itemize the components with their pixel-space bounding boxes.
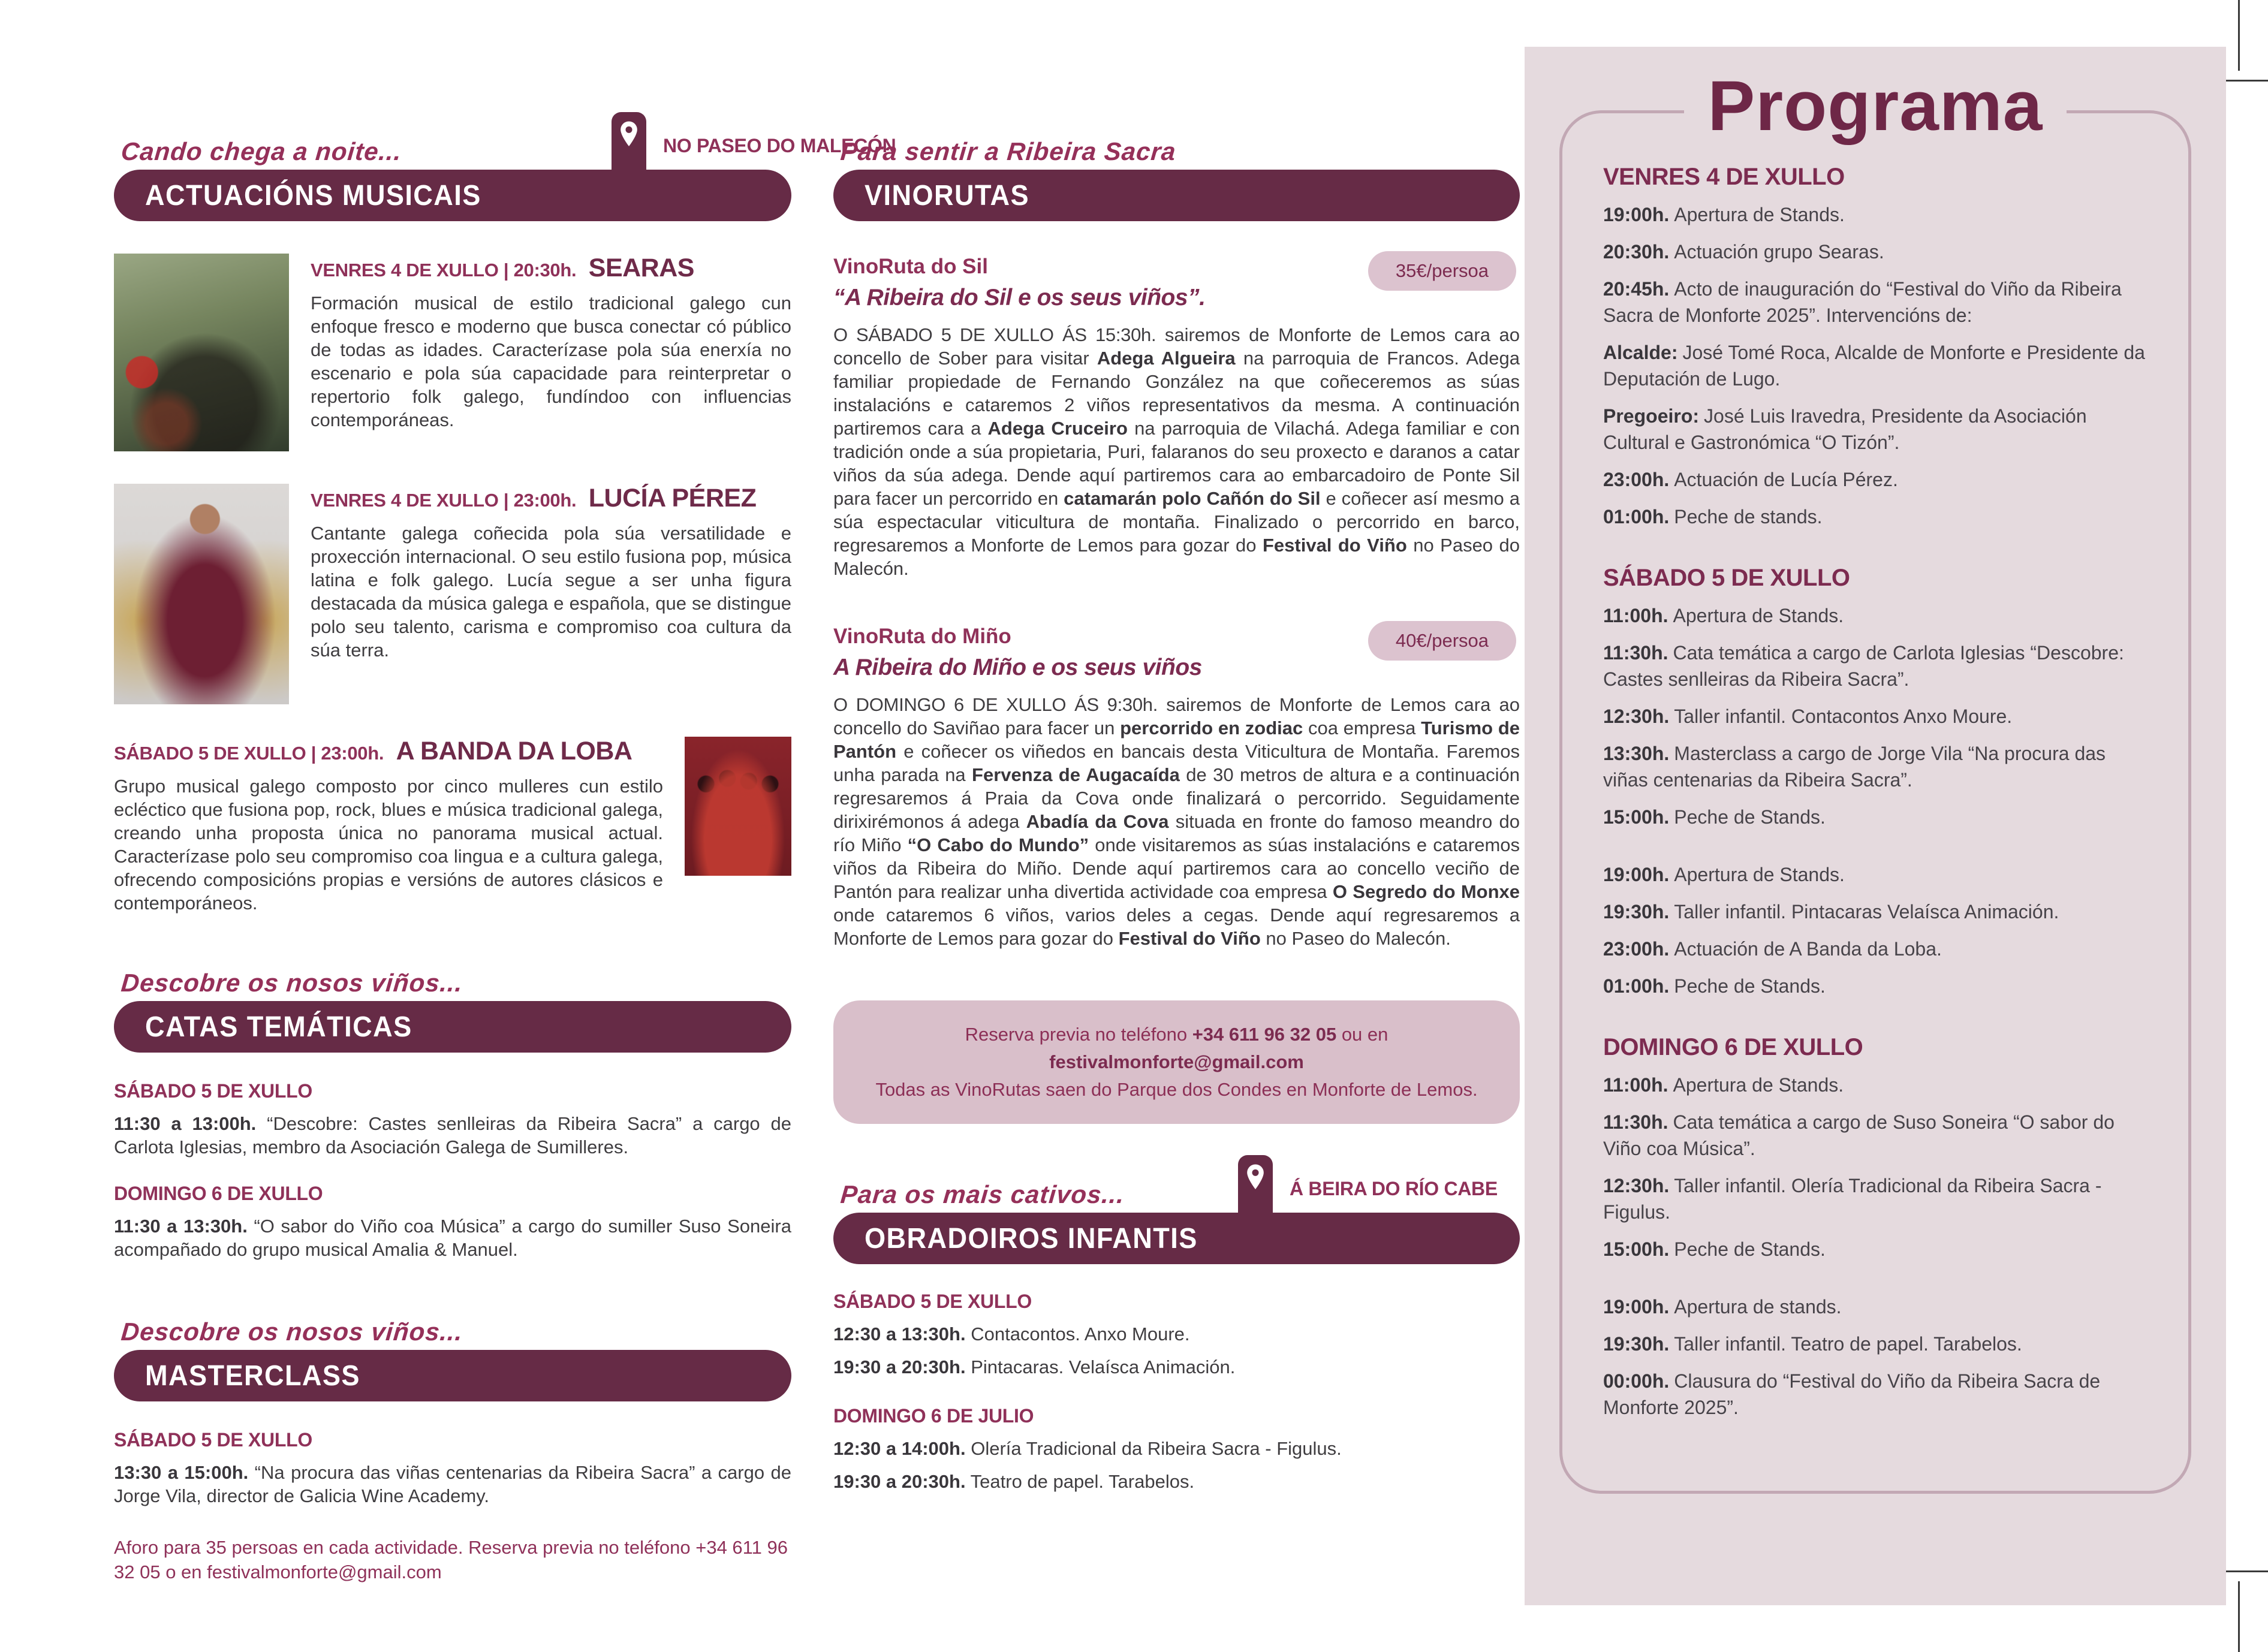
item-time: 19:00h. bbox=[1603, 204, 1670, 225]
obradoiros-item bbox=[833, 1322, 1520, 1346]
program-item bbox=[1603, 339, 2147, 392]
item-time: 19:00h. bbox=[1603, 864, 1670, 885]
program-day-friday bbox=[1603, 164, 2147, 530]
program-item bbox=[1603, 1331, 2147, 1357]
item-text: Peche de Stands. bbox=[1674, 806, 1826, 828]
item-text: Actuación de A Banda da Loba. bbox=[1674, 938, 1942, 960]
item-time: 12:30 a 13:30h. bbox=[833, 1324, 966, 1344]
program-item bbox=[1603, 201, 2147, 228]
catas-section-title: CATAS TEMÁTICAS bbox=[145, 1011, 412, 1043]
program-item bbox=[1603, 466, 2147, 493]
program-day-title: DOMINGO 6 DE XULLO bbox=[1603, 1034, 1863, 1060]
item-text: Contacontos. Anxo Moure. bbox=[965, 1324, 1190, 1344]
location-pin-icon bbox=[1244, 1163, 1267, 1191]
obradoiros-day-saturday bbox=[833, 1291, 1520, 1379]
reservation-email: festivalmonforte@gmail.com bbox=[1049, 1051, 1304, 1072]
vinoruta-mino bbox=[833, 625, 1520, 950]
lucia-perez-photo bbox=[114, 484, 289, 704]
musicais-location-label: NO PASEO DO MALECÓN bbox=[663, 135, 896, 156]
item-text: Apertura de Stands. bbox=[1673, 605, 1844, 626]
item-text: Taller infantil. Olería Tradicional da Ribeira Sacra - Figulus. bbox=[1603, 1175, 2102, 1223]
musicais-section-title: ACTUACIÓNS MUSICAIS bbox=[145, 179, 481, 212]
item-time: 23:00h. bbox=[1603, 938, 1670, 960]
reservation-departure-note: Todas as VinoRutas saen do Parque dos Condes en Monforte de Lemos. bbox=[875, 1079, 1478, 1100]
program-item bbox=[1603, 740, 2147, 793]
item-text: Peche de Stands. bbox=[1674, 1238, 1826, 1260]
route-subtitle: “A Ribeira do Sil e os seus viños”. bbox=[833, 285, 1206, 310]
item-time: 20:45h. bbox=[1603, 278, 1670, 300]
program-item bbox=[1603, 640, 2147, 692]
item-time: 11:00h. bbox=[1603, 1074, 1668, 1096]
program-item bbox=[1603, 1172, 2147, 1225]
item-text: Clausura do “Festival do Viño da Ribeira Sacra de Monforte 2025”. bbox=[1603, 1370, 2101, 1418]
item-text: Peche de Stands. bbox=[1674, 975, 1826, 997]
catas-entry-text: “Descobre: Castes senlleiras da Ribeira Sacra” a cargo de Carlota Iglesias, membro da Asociación Galega de Sumilleres. bbox=[114, 1113, 791, 1157]
item-time: Alcalde: bbox=[1603, 342, 1678, 363]
item-text: Masterclass a cargo de Jorge Vila “Na procura das viñas centenarias da Ribeira Sacra”. bbox=[1603, 743, 2106, 791]
vinorutas-section-banner bbox=[833, 170, 1520, 221]
catas-entry bbox=[114, 1112, 791, 1159]
obradoiros-item bbox=[833, 1355, 1520, 1379]
obradoiros-script-tagline: Para os mais cativos... bbox=[839, 1180, 1126, 1208]
program-panel bbox=[1525, 47, 2226, 1605]
location-pin-icon bbox=[618, 120, 640, 148]
program-title: Programa bbox=[1684, 67, 2067, 146]
masterclass-entry-text: “Na procura das viñas centenarias da Ribeira Sacra” a cargo de Jorge Vila, director de Galicia Wine Academy. bbox=[114, 1462, 791, 1506]
crop-mark bbox=[2226, 1570, 2268, 1572]
program-item bbox=[1603, 1109, 2147, 1162]
catas-day-label: SÁBADO 5 DE XULLO bbox=[114, 1080, 312, 1102]
program-item bbox=[1603, 1236, 2147, 1262]
price-badge: 35€/persoa bbox=[1368, 251, 1516, 291]
route-name: VinoRuta do Sil bbox=[833, 255, 988, 278]
masterclass-section-title: MASTERCLASS bbox=[145, 1359, 360, 1392]
obradoiros-item bbox=[833, 1470, 1520, 1493]
program-item bbox=[1603, 276, 2147, 328]
reservation-line-phone: Reserva previa no teléfono +34 611 96 32 05 ou en bbox=[965, 1024, 1388, 1045]
vinorutas-header bbox=[833, 117, 1520, 170]
program-item bbox=[1603, 504, 2147, 530]
item-text: Apertura de stands. bbox=[1674, 1296, 1842, 1318]
item-time: 11:30h. bbox=[1603, 642, 1668, 664]
musicais-header bbox=[114, 117, 896, 170]
program-item bbox=[1603, 1368, 2147, 1421]
reservation-box bbox=[833, 1000, 1520, 1124]
vinorutas-script-tagline: Para sentir a Ribeira Sacra bbox=[839, 137, 1177, 165]
searas-band-photo bbox=[114, 254, 289, 451]
event-name: LUCÍA PÉREZ bbox=[588, 484, 757, 513]
item-text: Teatro de papel. Tarabelos. bbox=[965, 1471, 1195, 1492]
item-time: Pregoeiro: bbox=[1603, 405, 1700, 427]
obradoiros-day-label: DOMINGO 6 DE JULIO bbox=[833, 1405, 1034, 1427]
item-time: 01:00h. bbox=[1603, 506, 1670, 527]
program-schedule-box bbox=[1559, 110, 2191, 1494]
vinorutas-section-title: VINORUTAS bbox=[865, 179, 1030, 212]
item-time: 19:30h. bbox=[1603, 1333, 1670, 1355]
item-time: 15:00h. bbox=[1603, 806, 1670, 828]
event-banda-da-loba bbox=[114, 737, 791, 915]
route-name: VinoRuta do Miño bbox=[833, 625, 1011, 648]
route-description: O DOMINGO 6 DE XULLO ÁS 9:30h. sairemos de Monforte de Lemos cara ao concello do Saviñao para facer un percorrido en zodiac coa empresa Turismo de Pantón e coñecer os viñedos en bancais desta Viticultura de Montaña. Faremos unha parada na Fervenza de Augacaída de 30 metros de altura e a continuación regresaremos á Praia da Cova onde finalizará o percorrido. Seguidamente dirixirémonos á adega Abadía da Cova situada en fronte do famoso meandro do río Miño “O Cabo do Mundo” onde visitaremos as súas instalacións e cataremos viños da Ribeira do Miño. Dende aquí partiremos cara ao concello veciño de Pantón para realizar unha divertida actividade coa empresa O Segredo do Monxe onde cataremos 6 viños, varios deles a cegas. Dende aquí regresaremos a Monforte de Lemos para gozar do Festival do Viño no Paseo do Malecón. bbox=[833, 694, 1520, 949]
obradoiros-location-label: Á BEIRA DO RÍO CABE bbox=[1290, 1178, 1498, 1199]
event-searas-text bbox=[311, 254, 791, 451]
event-banda-text bbox=[114, 737, 663, 915]
crop-mark bbox=[2238, 1581, 2240, 1652]
item-time: 00:00h. bbox=[1603, 1370, 1670, 1392]
item-text: Taller infantil. Pintacaras Velaísca Animación. bbox=[1674, 901, 2059, 923]
masterclass-section-banner bbox=[114, 1350, 791, 1401]
item-time: 01:00h. bbox=[1603, 975, 1670, 997]
item-time: 19:30 a 20:30h. bbox=[833, 1356, 966, 1377]
item-text: Taller infantil. Contacontos Anxo Moure. bbox=[1674, 706, 2013, 727]
masterclass-day-label: SÁBADO 5 DE XULLO bbox=[114, 1429, 312, 1451]
route-description: O SÁBADO 5 DE XULLO ÁS 15:30h. sairemos de Monforte de Lemos cara ao concello de Sober para visitar Adega Algueira na parroquia de Francos. Adega familiar propiedade de Fernando González na que coñeceremos as súas instalacións e cataremos 2 viños representativos da mesma. A continuación partiremos cara a Adega Cruceiro na parroquia de Vilachá. Adega familiar e con tradición onde a súa propietaria, Puri, falaranos do seu proxecto e daranos a catar viños da súa adega. Dende aquí partiremos cara ao embarcadoiro de Ponte Sil para facer un percorrido en catamarán polo Cañón do Sil e coñecer así mesmo a súa espectacular viticultura de montaña. Finalizado o percorrido en barco, regresaremos a Monforte de Lemos para gozar do Festival do Viño no Paseo do Malecón. bbox=[833, 324, 1520, 579]
program-item bbox=[1603, 936, 2147, 962]
item-text: José Luis Iravedra, Presidente da Asociación Cultural e Gastronómica “O Tizón”. bbox=[1603, 405, 2087, 453]
event-date: VENRES 4 DE XULLO | 20:30h. bbox=[311, 260, 577, 281]
crop-mark bbox=[2226, 80, 2268, 82]
program-day-title: VENRES 4 DE XULLO bbox=[1603, 164, 1845, 190]
program-item bbox=[1603, 1294, 2147, 1320]
price-badge: 40€/persoa bbox=[1368, 621, 1516, 661]
item-text: Actuación de Lucía Pérez. bbox=[1674, 469, 1898, 490]
event-description: Formación musical de estilo tradicional galego cun enfoque fresco e moderno que busca conectar có público de todas as idades. Caracterízase pola súa enerxía no escenario e pola súa capacidade para reinterpretar o repertorio folk galego, fundíndoo con influencias contemporáneas. bbox=[311, 293, 791, 430]
item-time: 12:30 a 14:00h. bbox=[833, 1438, 966, 1459]
masterclass-script-tagline: Descobre os nosos viños... bbox=[120, 1318, 465, 1346]
item-time: 13:30h. bbox=[1603, 743, 1670, 764]
obradoiros-item bbox=[833, 1437, 1520, 1460]
program-item bbox=[1603, 861, 2147, 888]
item-time: 23:00h. bbox=[1603, 469, 1670, 490]
item-text: Peche de stands. bbox=[1674, 506, 1823, 527]
item-text: Acto de inauguración do “Festival do Viño da Ribeira Sacra de Monforte 2025”. Intervencións de: bbox=[1603, 278, 2122, 326]
item-text: Taller infantil. Teatro de papel. Tarabelos. bbox=[1674, 1333, 2022, 1355]
catas-entry-time: 11:30 a 13:30h. bbox=[114, 1216, 248, 1237]
event-date: SÁBADO 5 DE XULLO | 23:00h. bbox=[114, 743, 384, 764]
item-text: Apertura de Stands. bbox=[1673, 1074, 1844, 1096]
catas-day-label: DOMINGO 6 DE XULLO bbox=[114, 1183, 323, 1204]
event-description: Cantante galega coñecida pola súa versatilidade e proxección internacional. O seu estilo fusiona pop, música latina e folk galego. Lucía segue a ser unha figura destacada da música galega e española, que se distingue polo seu talento, carisma e compromiso coa cultura da súa terra. bbox=[311, 523, 791, 661]
program-item bbox=[1603, 1072, 2147, 1098]
item-time: 19:00h. bbox=[1603, 1296, 1670, 1318]
item-time: 19:30 a 20:30h. bbox=[833, 1471, 966, 1492]
program-day-saturday bbox=[1603, 565, 2147, 999]
program-item bbox=[1603, 703, 2147, 729]
program-item bbox=[1603, 239, 2147, 265]
item-time: 15:00h. bbox=[1603, 1238, 1670, 1260]
item-time: 20:30h. bbox=[1603, 241, 1670, 263]
item-time: 12:30h. bbox=[1603, 706, 1670, 727]
program-item bbox=[1603, 899, 2147, 925]
capacity-reservation-note: Aforo para 35 persoas en cada actividade. Reserva previa no teléfono +34 611 96 32 05 o en festivalmonforte@gmail.com bbox=[114, 1537, 788, 1582]
catas-header bbox=[114, 948, 791, 1001]
item-time: 19:30h. bbox=[1603, 901, 1670, 923]
item-text: José Tomé Roca, Alcalde de Monforte e Presidente da Deputación de Lugo. bbox=[1603, 342, 2145, 390]
item-text: Cata temática a cargo de Carlota Iglesias “Descobre: Castes senlleiras da Ribeira Sacra”. bbox=[1603, 642, 2124, 690]
event-date: VENRES 4 DE XULLO | 23:00h. bbox=[311, 490, 577, 511]
event-lucia-text bbox=[311, 484, 791, 704]
program-item bbox=[1603, 804, 2147, 830]
program-item bbox=[1603, 602, 2147, 629]
event-lucia-perez bbox=[114, 484, 791, 704]
obradoiros-day-sunday bbox=[833, 1405, 1520, 1493]
program-title-row bbox=[1525, 65, 2226, 147]
event-name: SEARAS bbox=[588, 254, 694, 282]
item-text: Actuación grupo Searas. bbox=[1674, 241, 1884, 263]
vinoruta-sil bbox=[833, 255, 1520, 580]
obradoiros-section-banner bbox=[833, 1213, 1520, 1264]
item-time: 12:30h. bbox=[1603, 1175, 1670, 1196]
crop-mark bbox=[2238, 0, 2240, 71]
catas-entry bbox=[114, 1214, 791, 1261]
event-name: A BANDA DA LOBA bbox=[396, 737, 632, 765]
item-time: 11:00h. bbox=[1603, 605, 1668, 626]
item-time: 11:30h. bbox=[1603, 1111, 1668, 1133]
catas-script-tagline: Descobre os nosos viños... bbox=[120, 969, 465, 997]
route-subtitle: A Ribeira do Miño e os seus viños bbox=[833, 655, 1202, 680]
item-text: Apertura de Stands. bbox=[1674, 204, 1845, 225]
program-item bbox=[1603, 973, 2147, 999]
item-text: Cata temática a cargo de Suso Soneira “O sabor do Viño coa Música”. bbox=[1603, 1111, 2115, 1159]
item-text: Pintacaras. Velaísca Animación. bbox=[965, 1356, 1236, 1377]
item-text: Olería Tradicional da Ribeira Sacra - Figulus. bbox=[965, 1438, 1342, 1459]
event-description: Grupo musical galego composto por cinco mulleres cun estilo ecléctico que fusiona pop, rock, blues e música tradicional galega, creando unha proposta única no panorama musical actual. Caracterízase polo seu compromiso coa lingua e a cultura galega, ofrecendo composicións propias e versións de autores clásicos e contemporáneos. bbox=[114, 776, 663, 914]
musicais-script-tagline: Cando chega a noite... bbox=[120, 137, 403, 165]
middle-column bbox=[833, 117, 1520, 1493]
banda-da-loba-photo bbox=[685, 737, 791, 876]
program-item bbox=[1603, 403, 2147, 456]
musicais-section-banner bbox=[114, 170, 791, 221]
program-day-sunday bbox=[1603, 1034, 2147, 1421]
catas-entry-text: “O sabor do Viño coa Música” a cargo do sumiller Suso Soneira acompañado do grupo musical Amalia & Manuel. bbox=[114, 1216, 791, 1260]
left-column bbox=[114, 117, 896, 1584]
item-text: Apertura de Stands. bbox=[1674, 864, 1845, 885]
catas-entry-time: 11:30 a 13:00h. bbox=[114, 1113, 257, 1134]
obradoiros-day-label: SÁBADO 5 DE XULLO bbox=[833, 1291, 1032, 1312]
program-day-title: SÁBADO 5 DE XULLO bbox=[1603, 565, 1850, 591]
catas-section-banner bbox=[114, 1001, 791, 1053]
masterclass-header bbox=[114, 1297, 791, 1350]
obradoiros-header bbox=[833, 1160, 1520, 1213]
obradoiros-section-title: OBRADOIROS INFANTIS bbox=[865, 1222, 1198, 1255]
masterclass-entry bbox=[114, 1461, 791, 1508]
event-searas bbox=[114, 254, 791, 451]
masterclass-entry-time: 13:30 a 15:00h. bbox=[114, 1462, 249, 1483]
